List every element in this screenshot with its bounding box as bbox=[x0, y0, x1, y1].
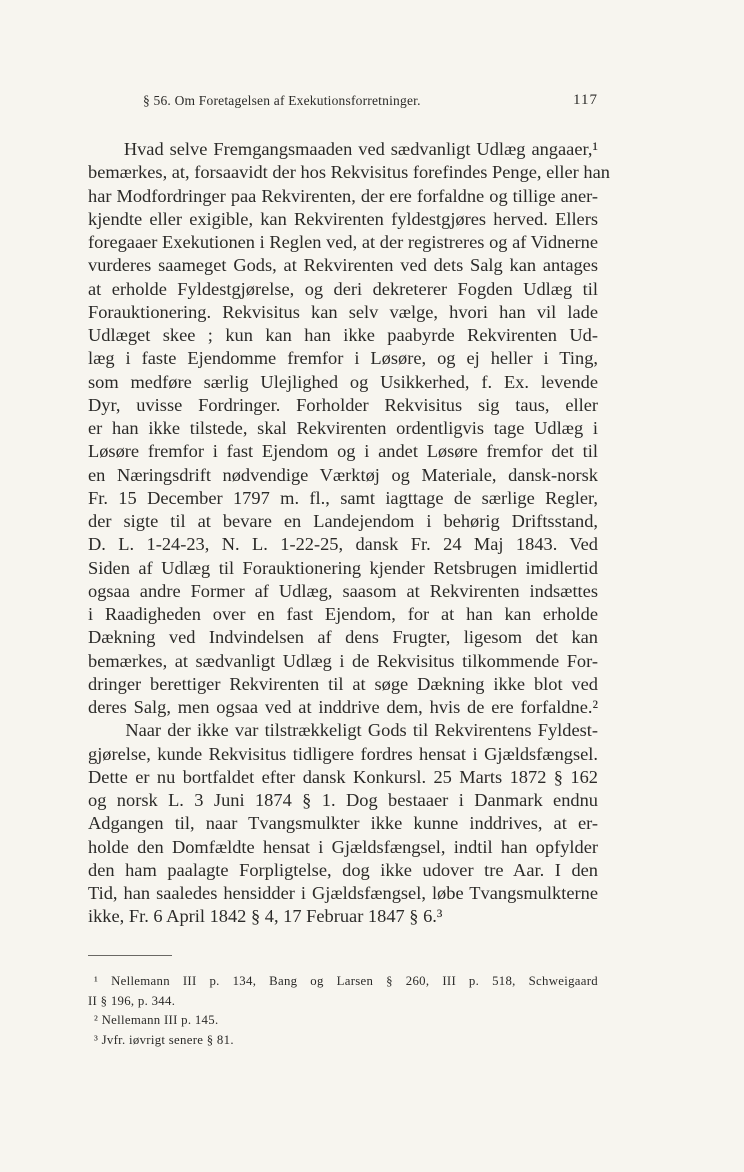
body-line: foregaaer Exekutionen i Reglen ved, at der registreres og af Vidnerne bbox=[88, 232, 598, 252]
body-line: Naar der ikke var tilstrækkeligt Gods til Rekvirentens Fyldest- bbox=[88, 720, 598, 741]
body-line: læg i faste Ejendomme fremfor i Løsøre, og ej heller i Ting, bbox=[88, 348, 598, 369]
footnotes bbox=[88, 972, 598, 1050]
body-line: Siden af Udlæg til Forauktionering kjender Retsbrugen imidlertid bbox=[88, 557, 598, 578]
body-line: er han ikke tilstede, skal Rekvirenten ordentligvis tage Udlæg i bbox=[88, 418, 598, 438]
body-line: har Modfordringer paa Rekvirenten, der ere forfaldne og tillige aner- bbox=[88, 185, 598, 206]
footnote-line: II § 196, p. 344. bbox=[88, 993, 176, 1008]
body-line: ogsaa andre Former af Udlæg, saasom at Rekvirenten indsættes bbox=[88, 580, 598, 601]
body-line: ikke, Fr. 6 April 1842 § 4, 17 Februar 1847 § 6.³ bbox=[88, 906, 443, 927]
body-line: D. L. 1-24-23, N. L. 1-22-25, dansk Fr. 24 Maj 1843. Ved bbox=[88, 534, 598, 555]
body-line: en Næringsdrift nødvendige Værktøj og Materiale, dansk-norsk bbox=[88, 464, 598, 485]
body-line: i Raadigheden over en fast Ejendom, for at han kan erholde bbox=[88, 604, 598, 624]
body-line: kjendte eller exigible, kan Rekvirenten fyldestgjøres herved. Ellers bbox=[88, 208, 598, 229]
body-line: at erholde Fyldestgjørelse, og deri dekreterer Fogden Udlæg til bbox=[88, 278, 598, 299]
footnote-divider bbox=[88, 955, 172, 956]
body-text bbox=[88, 138, 610, 929]
body-line: Løsøre fremfor i fast Ejendom og i andet Løsøre fremfor det til bbox=[88, 441, 598, 462]
footnote-line: ³ Jvfr. iøvrigt senere § 81. bbox=[94, 1032, 234, 1047]
body-line: bemærkes, at sædvanligt Udlæg i de Rekvisitus tilkommende For- bbox=[88, 650, 598, 671]
body-line: som medføre særlig Ulejlighed og Usikkerhed, f. Ex. levende bbox=[88, 371, 598, 392]
body-line: Fr. 15 December 1797 m. fl., samt iagttage de særlige Regler, bbox=[88, 487, 598, 508]
page-number: 117 bbox=[573, 92, 598, 108]
body-line: Dyr, uvisse Fordringer. Forholder Rekvisitus sig taus, eller bbox=[88, 394, 598, 415]
body-line: Dette er nu bortfaldet efter dansk Konkursl. 25 Marts 1872 § 162 bbox=[88, 766, 598, 787]
body-line: der sigte til at bevare en Landejendom i behørig Driftsstand, bbox=[88, 511, 598, 531]
running-title: § 56. Om Foretagelsen af Exekutionsforretninger. bbox=[143, 93, 421, 108]
body-line: Dækning ved Indvindelsen af dens Frugter, ligesom det kan bbox=[88, 627, 598, 648]
body-line: Hvad selve Fremgangsmaaden ved sædvanligt Udlæg angaaer,¹ bbox=[88, 139, 598, 159]
body-line: bemærkes, at, forsaavidt der hos Rekvisitus forefindes Penge, eller han bbox=[88, 162, 610, 183]
body-line: vurderes saameget Gods, at Rekvirenten ved dets Salg kan antages bbox=[88, 255, 598, 276]
body-line: Tid, han saaledes hensidder i Gjældsfængsel, løbe Tvangsmulkterne bbox=[88, 883, 598, 903]
body-line: Forauktionering. Rekvisitus kan selv vælge, hvori han vil lade bbox=[88, 301, 598, 322]
body-line: deres Salg, men ogsaa ved at inddrive dem, hvis de ere forfaldne.² bbox=[88, 697, 598, 717]
body-line: Udlæget skee ; kun kan han ikke paabyrde Rekvirenten Ud- bbox=[88, 325, 598, 345]
running-header bbox=[143, 93, 598, 109]
body-line: og norsk L. 3 Juni 1874 § 1. Dog bestaaer i Danmark endnu bbox=[88, 790, 598, 810]
footnote-line: ¹ Nellemann III p. 134, Bang og Larsen § 260, III p. 518, Schweigaard bbox=[94, 974, 598, 988]
body-line: gjørelse, kunde Rekvisitus tidligere fordres hensat i Gjældsfængsel. bbox=[88, 743, 598, 764]
footnote-line: ² Nellemann III p. 145. bbox=[94, 1013, 219, 1027]
body-line: holde den Domfældte hensat i Gjældsfængsel, indtil han opfylder bbox=[88, 836, 598, 857]
body-line: den ham paalagte Forpligtelse, dog ikke udover tre Aar. I den bbox=[88, 859, 598, 880]
body-line: Adgangen til, naar Tvangsmulkter ikke kunne inddrives, at er- bbox=[88, 813, 598, 834]
body-line: dringer berettiger Rekvirenten til at søge Dækning ikke blot ved bbox=[88, 673, 598, 694]
